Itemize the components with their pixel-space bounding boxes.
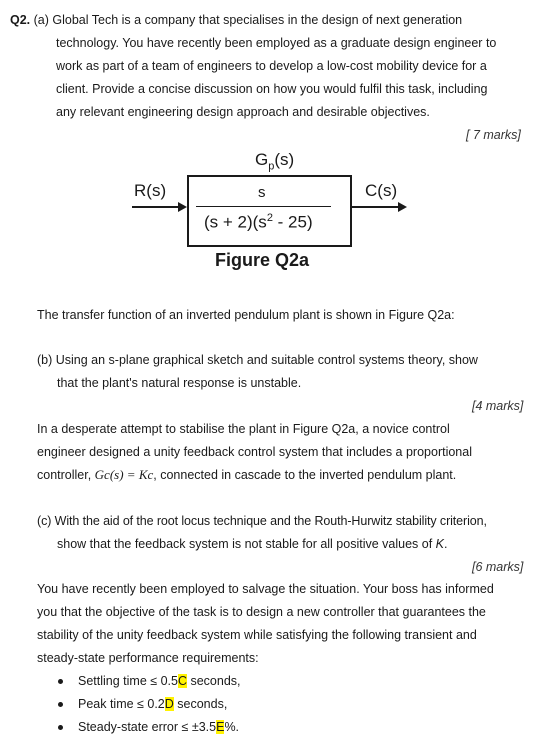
input-arrow-line: [132, 206, 178, 208]
output-label: C(s): [365, 181, 398, 200]
plant-block: [187, 175, 352, 247]
requirement-steady-state-error: Steady-state error ≤ ±3.5E%.: [78, 720, 240, 734]
highlight-e: E: [216, 720, 225, 734]
part-b-line-2: that the plant's natural response is unstable.: [57, 376, 302, 390]
salvage-line-3: stability of the unity feedback system while satisfying the following transient and: [37, 628, 477, 642]
highlight-c: C: [177, 674, 187, 688]
salvage-line-4: steady-state performance requirements:: [37, 651, 259, 665]
figure-caption: Figure Q2a: [215, 250, 310, 270]
part-c-line-1: (c) With the aid of the root locus technique and the Routh-Hurwitz stability criterion,: [37, 514, 487, 528]
requirement-peak-time: Peak time ≤ 0.2D seconds,: [78, 697, 228, 711]
part-a-line-2: technology. You have recently been employed as a graduate design engineer to: [56, 36, 497, 50]
salvage-line-2: you that the objective of the task is to design a new controller that guarantees the: [37, 605, 486, 619]
part-a-marks: [ 7 marks]: [466, 128, 521, 142]
question-number: Q2.: [10, 13, 31, 27]
fraction-bar: [196, 206, 331, 207]
bullet-icon: [58, 725, 63, 730]
denominator: $(s + 2)(s^2 - 25)$: [204, 212, 313, 232]
part-a-line-5: any relevant engineering design approach and desirable objectives.: [56, 105, 430, 119]
part-c-marks: [6 marks]: [472, 560, 524, 574]
novice-line-2: engineer designed a unity feedback control system that includes a proportional: [37, 445, 472, 459]
highlight-d: D: [164, 697, 174, 711]
plant-label: $G_p(s)$: [255, 150, 295, 173]
controller-expression: Gc(s) = Kc: [94, 467, 154, 482]
numerator: s: [258, 184, 266, 201]
part-a-line-3: work as part of a team of engineers to develop a low-cost mobility device for a: [56, 59, 487, 73]
salvage-line-1: You have recently been employed to salvage the situation. Your boss has informed: [37, 582, 494, 596]
output-arrow-line: [352, 206, 398, 208]
novice-line-3: controller, Gc(s) = Kc, connected in cascade to the inverted pendulum plant.: [37, 467, 457, 482]
bullet-icon: [58, 679, 63, 684]
part-a-line-4: client. Provide a concise discussion on how you would fulfil this task, including: [56, 82, 488, 96]
requirement-settling-time: Settling time ≤ 0.5C seconds,: [78, 674, 241, 688]
part-b-line-1: (b) Using an s-plane graphical sketch and suitable control systems theory, show: [37, 353, 478, 367]
output-arrow-head: [398, 202, 407, 212]
input-label: R(s): [134, 181, 167, 200]
part-a-text-1: (a) Global Tech is a company that specialises in the design of next generation: [33, 13, 463, 27]
part-b-marks: [4 marks]: [472, 399, 524, 413]
intro-text: The transfer function of an inverted pendulum plant is shown in Figure Q2a:: [37, 308, 455, 322]
input-arrow-head: [178, 202, 187, 212]
novice-line-1: In a desperate attempt to stabilise the plant in Figure Q2a, a novice control: [37, 422, 450, 436]
part-a-line-1: [10, 12, 462, 28]
bullet-icon: [58, 702, 63, 707]
part-c-line-2: show that the feedback system is not stable for all positive values of K.: [57, 537, 448, 551]
